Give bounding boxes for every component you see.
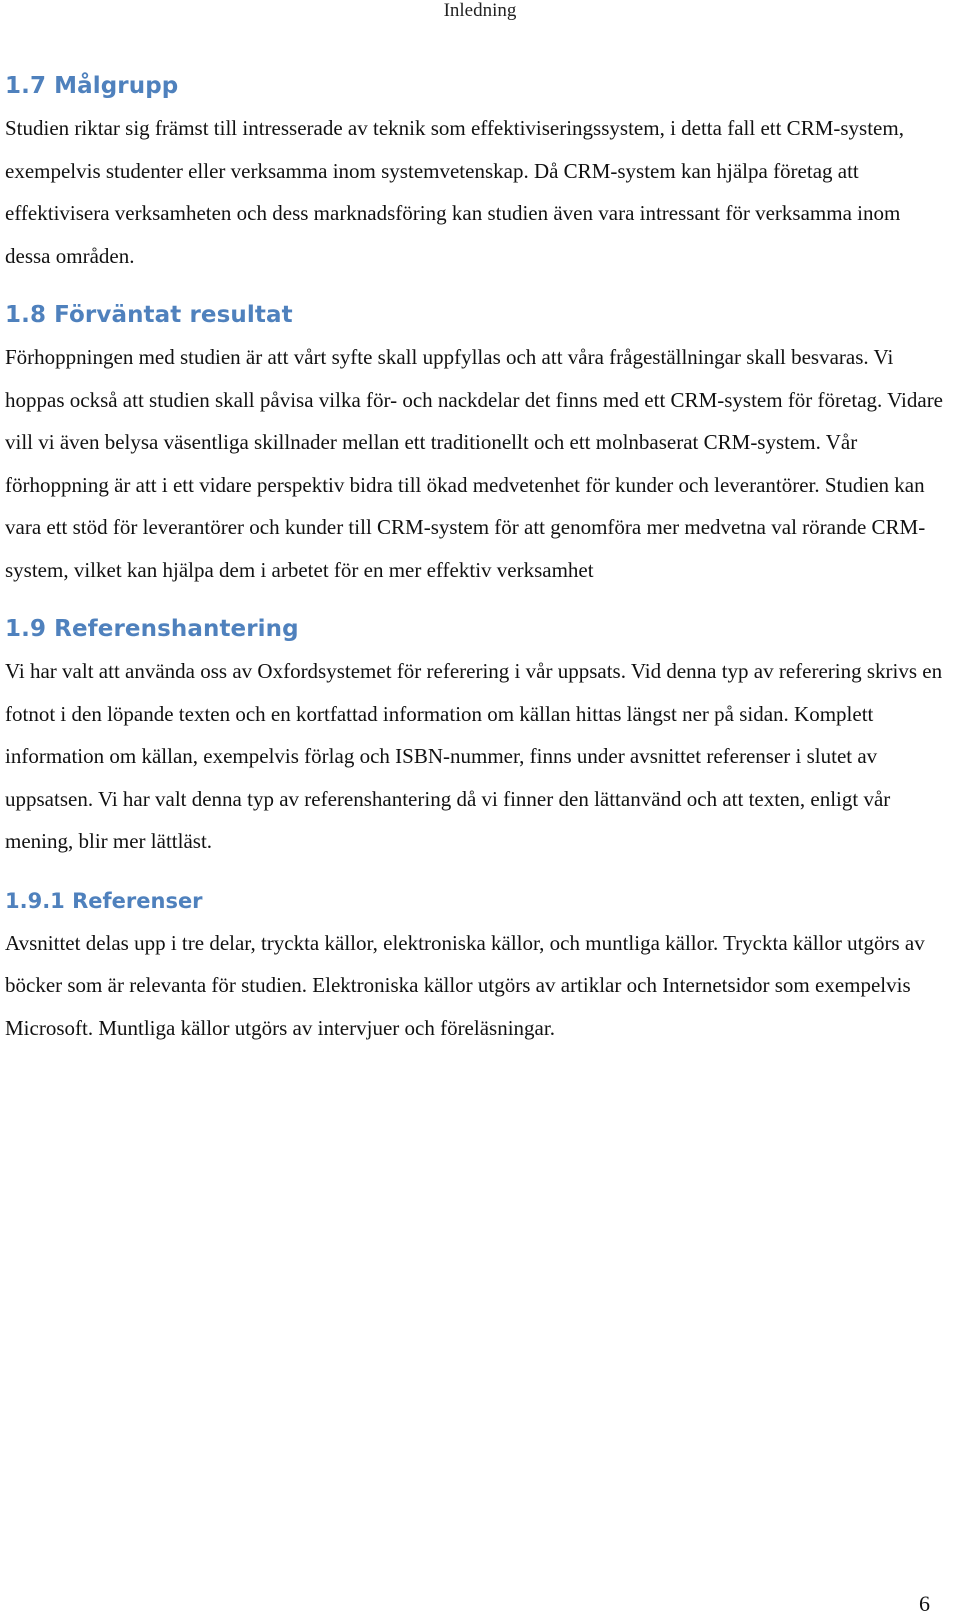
section-heading-malgrupp: 1.7 Målgrupp xyxy=(5,73,179,99)
subsection-heading-referenser: 1.9.1 Referenser xyxy=(5,888,203,913)
paragraph-forvantat-resultat: Förhoppningen med studien är att vårt syfte skall uppfyllas och att våra frågeställningar skall besvaras. Vi hoppas också att studien skall påvisa vilka för- och nackdelar det finns med ett CRM-system för företag. Vidare vill vi även belysa väsentliga skillnader mellan ett traditionellt och ett molnbaserat CRM-system. Vår förhoppning är att i ett vidare perspektiv bidra till ökad medvetenhet för kunder och leverantörer. Studien kan vara ett stöd för leverantörer och kunder till CRM-system för att genomföra mer medvetna val rörande CRM-system, vilket kan hjälpa dem i arbetet för en mer effektiv verksamhet xyxy=(5,345,944,582)
paragraph-referenser: Avsnittet delas upp i tre delar, tryckta källor, elektroniska källor, och muntliga källor. Tryckta källor utgörs av böcker som är relevanta för studien. Elektroniska källor utgörs av artiklar och Internetsidor som exempelvis Microsoft. Muntliga källor utgörs av intervjuer och föreläsningar. xyxy=(5,930,925,1040)
section-heading-referenshantering: 1.9 Referenshantering xyxy=(5,616,299,642)
paragraph-malgrupp: Studien riktar sig främst till intresserade av teknik som effektiviseringssystem, i detta fall ett CRM-system, exempelvis studenter eller verksamma inom systemvetenskap. Då CRM-system kan hjälpa företag att effektivisera verksamheten och dess marknadsföring kan studien även vara intressant för verksamma inom dessa områden. xyxy=(5,116,904,268)
paragraph-referenshantering: Vi har valt att använda oss av Oxfordsystemet för referering i vår uppsats. Vid denna typ av referering skrivs en fotnot i den löpande texten och en kortfattad information om källan hittas längst ner på sidan. Komplett information om källan, exempelvis förlag och ISBN-nummer, finns under avsnittet referenser i slutet av uppsatsen. Vi har valt denna typ av referenshantering då vi finner den lättanvänd och att texten, enligt vår mening, blir mer lättläst. xyxy=(5,659,943,853)
running-header: Inledning xyxy=(443,0,517,21)
document-body xyxy=(5,66,950,1067)
section-heading-forvantat-resultat: 1.8 Förväntat resultat xyxy=(5,302,293,328)
page-number: 6 xyxy=(919,1591,930,1616)
